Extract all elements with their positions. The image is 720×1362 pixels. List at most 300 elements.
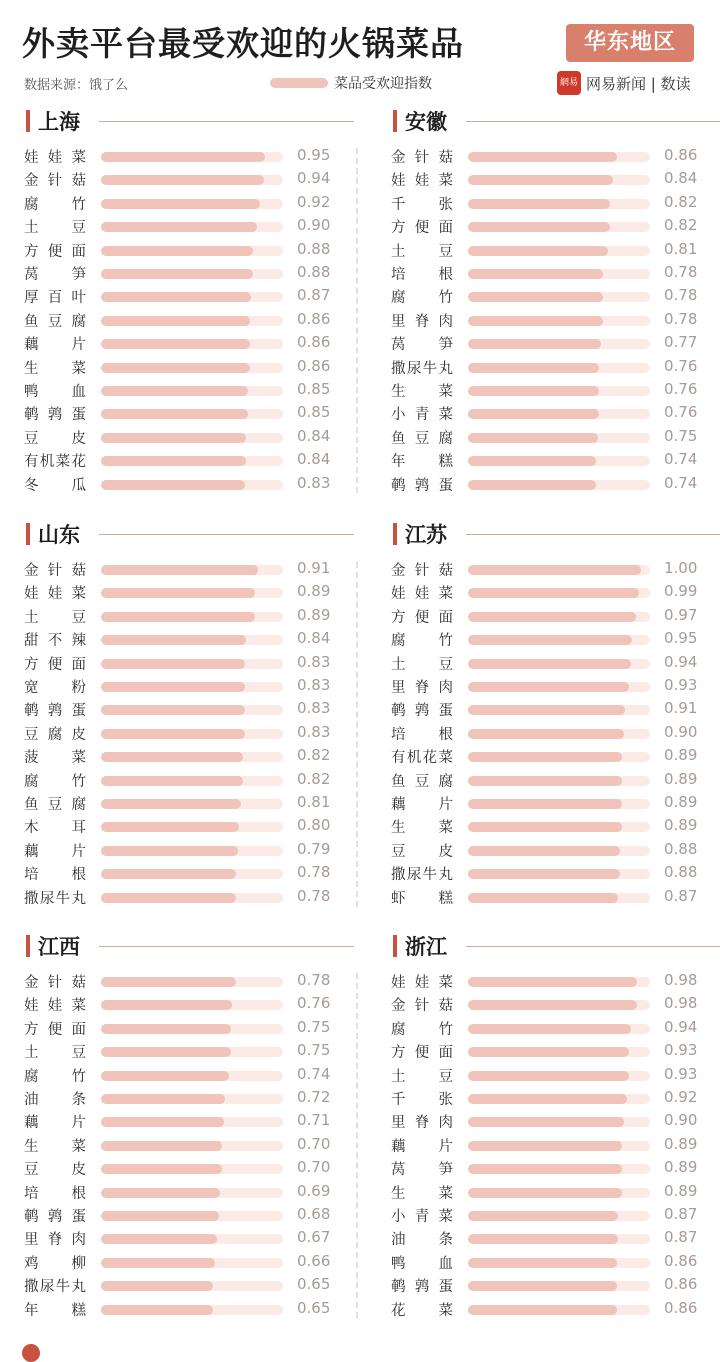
category-label: 撒尿牛丸 [24, 890, 86, 907]
value-label: 0.82 [297, 769, 331, 788]
value-label: 0.88 [297, 263, 331, 281]
bar-row [24, 557, 354, 580]
bar [468, 1141, 622, 1151]
bar-row [391, 885, 720, 908]
bar-row [24, 1180, 354, 1203]
value-label: 0.93 [664, 1064, 698, 1083]
bar-track [468, 386, 650, 396]
bar [468, 456, 596, 466]
bar-row [391, 580, 720, 603]
bar [101, 1164, 222, 1174]
bar-row [24, 1226, 354, 1249]
bar-track [101, 456, 283, 466]
category-label: 土 豆 [24, 220, 86, 237]
category-label: 鹌 鹑 蛋 [391, 477, 453, 494]
category-label: 娃 娃 菜 [24, 998, 86, 1015]
bar [468, 1024, 631, 1034]
bar-row [391, 191, 720, 214]
footer-bullet-icon [22, 1344, 40, 1362]
bar-row [24, 721, 354, 744]
bar-track [468, 1071, 650, 1081]
bar-row [391, 674, 720, 697]
category-label: 藕 片 [391, 797, 453, 813]
bar [468, 199, 610, 209]
bar [101, 292, 251, 302]
value-label: 0.83 [297, 722, 331, 741]
bar-track [101, 705, 283, 715]
bar-row [391, 214, 720, 237]
bar-track [468, 893, 650, 903]
category-label: 金 针 菇 [391, 563, 453, 579]
bar [101, 822, 239, 832]
bar-track [101, 977, 283, 987]
value-label: 0.88 [297, 239, 331, 258]
category-label: 腐 竹 [24, 196, 86, 213]
bar-track [468, 776, 650, 786]
bar [101, 846, 238, 856]
bar-row [391, 992, 720, 1015]
bar-track [468, 480, 650, 490]
category-label: 培 根 [391, 726, 453, 743]
bar-track [101, 565, 283, 575]
section-rule [99, 534, 354, 535]
bar-track [101, 1024, 283, 1034]
category-label: 里 脊 肉 [391, 680, 453, 696]
bar [468, 339, 601, 349]
category-label: 莴 笋 [24, 267, 86, 283]
bar-track [101, 1188, 283, 1198]
bar-track [468, 612, 650, 622]
value-label: 0.94 [664, 1017, 698, 1036]
bar-track [468, 1024, 650, 1034]
category-label: 藕 片 [24, 1115, 86, 1132]
category-label: 生 菜 [24, 360, 86, 377]
bar-track [101, 1258, 283, 1268]
bar-track [468, 682, 650, 692]
section-header [24, 519, 354, 547]
value-label: 0.90 [664, 1111, 698, 1130]
bar [101, 1281, 213, 1291]
category-label: 鹌 鹑 蛋 [24, 407, 86, 424]
bar-track [468, 175, 650, 185]
bar-row [391, 355, 720, 378]
bar [101, 1211, 219, 1221]
bar-row [24, 238, 354, 261]
bar [101, 869, 236, 879]
data-source: 数据来源：饿了么 [24, 78, 129, 93]
bar-track [468, 705, 650, 715]
value-label: 0.89 [664, 793, 698, 811]
value-label: 0.83 [297, 652, 331, 671]
category-label: 金 针 菇 [24, 975, 86, 991]
value-label: 0.89 [664, 769, 698, 788]
category-label: 小 青 菜 [391, 407, 453, 424]
value-label: 0.79 [297, 839, 331, 858]
bar [101, 199, 260, 209]
value-label: 0.88 [664, 839, 698, 858]
value-label: 0.76 [664, 403, 698, 422]
value-label: 0.93 [664, 1041, 698, 1060]
bar-row [391, 472, 720, 495]
value-label: 0.84 [297, 629, 331, 648]
value-label: 0.87 [297, 286, 331, 305]
category-label: 鱼 豆 腐 [391, 773, 453, 790]
bar-track [101, 1094, 283, 1104]
section-rule [99, 121, 354, 122]
value-label: 0.76 [664, 356, 698, 375]
bar [101, 635, 246, 645]
bar [101, 1071, 229, 1081]
chart-section [391, 931, 720, 1331]
bar-track [468, 977, 650, 987]
bar [468, 822, 622, 832]
value-label: 0.89 [297, 582, 331, 601]
bar-row [391, 1086, 720, 1109]
bar [468, 682, 629, 692]
value-label: 0.92 [664, 1088, 698, 1106]
bar-row [391, 1156, 720, 1179]
chart-section [391, 519, 720, 919]
bar [101, 269, 253, 279]
value-label: 0.98 [664, 994, 698, 1013]
bar [101, 1000, 232, 1010]
bar-row [391, 1273, 720, 1296]
bar-track [468, 152, 650, 162]
bar-track [101, 480, 283, 490]
category-label: 宽 粉 [24, 680, 86, 696]
bar-row [24, 472, 354, 495]
category-label: 方 便 面 [24, 656, 86, 673]
bar-row [391, 604, 720, 627]
bar-row [391, 167, 720, 190]
bar [101, 1141, 222, 1151]
category-label: 土 豆 [391, 656, 453, 673]
bar-track [101, 1047, 283, 1057]
value-label: 0.78 [664, 309, 698, 328]
bar-track [101, 1000, 283, 1010]
bar-track [468, 1047, 650, 1057]
bar-row [24, 1273, 354, 1296]
category-label: 腐 竹 [391, 1021, 453, 1038]
bar [468, 1234, 618, 1244]
bar [101, 1117, 224, 1127]
category-label: 撒尿牛丸 [391, 867, 453, 884]
bar [468, 565, 641, 575]
legend-swatch [270, 78, 328, 88]
value-label: 0.83 [297, 699, 331, 718]
value-label: 0.86 [664, 1251, 698, 1270]
bar-row [391, 791, 720, 814]
section-title: 山东 [38, 523, 80, 547]
bar [101, 752, 243, 762]
value-label: 0.84 [664, 169, 698, 188]
category-label: 年 糕 [391, 454, 453, 471]
category-label: 娃 娃 菜 [391, 586, 453, 603]
bar [468, 152, 617, 162]
category-label: 鸡 柳 [24, 1255, 86, 1272]
category-label: 鹌 鹑 蛋 [391, 1279, 453, 1296]
bar [468, 246, 608, 256]
category-label: 豆 皮 [24, 430, 86, 447]
value-label: 0.65 [297, 1275, 331, 1294]
section-header [24, 106, 354, 134]
category-label: 虾 糕 [391, 890, 453, 907]
category-label: 豆 皮 [391, 843, 453, 860]
bar-row [24, 1039, 354, 1062]
bar-row [24, 1297, 354, 1320]
bar-row [391, 651, 720, 674]
bar-row [24, 191, 354, 214]
bar-row [24, 1203, 354, 1226]
value-label: 0.99 [664, 582, 698, 601]
bar-track [101, 409, 283, 419]
bar-row [24, 401, 354, 424]
bar-row [391, 1016, 720, 1039]
section-title: 安徽 [405, 110, 447, 134]
bar [101, 409, 248, 419]
bar-row [391, 331, 720, 354]
bar-row [391, 768, 720, 791]
bar-row [391, 261, 720, 284]
category-label: 腐 竹 [24, 1068, 86, 1085]
category-label: 鱼 豆 腐 [24, 313, 86, 330]
value-label: 0.89 [664, 1158, 698, 1177]
category-label: 千 张 [391, 196, 453, 213]
bar-track [468, 635, 650, 645]
value-label: 0.70 [297, 1134, 331, 1153]
category-label: 豆 皮 [24, 1162, 86, 1179]
value-label: 0.83 [297, 676, 331, 694]
bar-track [101, 776, 283, 786]
bar-track [101, 1141, 283, 1151]
bar [101, 977, 236, 987]
section-marker [393, 523, 397, 545]
section-rule [466, 534, 720, 535]
bar [468, 846, 620, 856]
bar-row [391, 425, 720, 448]
bar [101, 1094, 225, 1104]
value-label: 0.75 [297, 1041, 331, 1060]
bar [101, 1047, 231, 1057]
bar-track [468, 269, 650, 279]
bar [468, 316, 603, 326]
value-label: 0.88 [664, 863, 698, 882]
bar-track [468, 1141, 650, 1151]
bar [101, 659, 245, 669]
bar-row [24, 448, 354, 471]
category-label: 撒尿牛丸 [391, 360, 453, 377]
bar-track [101, 822, 283, 832]
category-label: 有机花菜 [391, 750, 453, 767]
bar-row [24, 697, 354, 720]
bar-row [24, 167, 354, 190]
category-label: 娃 娃 菜 [391, 975, 453, 991]
bar [468, 776, 622, 786]
section-title: 江西 [38, 935, 80, 959]
bar-row [24, 1133, 354, 1156]
bar-track [468, 316, 650, 326]
bar-row [24, 261, 354, 284]
category-label: 方 便 面 [24, 243, 86, 260]
bar [468, 269, 603, 279]
bar-row [391, 969, 720, 992]
bar-track [101, 682, 283, 692]
bar [468, 363, 599, 373]
value-label: 0.78 [297, 886, 331, 905]
category-label: 藕 片 [391, 1138, 453, 1155]
bar [101, 386, 248, 396]
value-label: 0.91 [664, 699, 698, 718]
category-label: 腐 竹 [391, 290, 453, 307]
bar [468, 1188, 622, 1198]
bar-track [468, 199, 650, 209]
category-label: 鸭 血 [391, 1255, 453, 1272]
bar-track [101, 246, 283, 256]
category-label: 娃 娃 菜 [24, 586, 86, 603]
bar-track [101, 612, 283, 622]
region-badge: 华东地区 [566, 24, 694, 62]
bar-track [468, 1305, 650, 1315]
bar-track [101, 269, 283, 279]
bar [468, 1047, 629, 1057]
bar-track [101, 1164, 283, 1174]
bar [468, 1164, 622, 1174]
category-label: 莴 笋 [391, 1162, 453, 1179]
category-label: 培 根 [391, 267, 453, 283]
bar [468, 752, 622, 762]
category-label: 鱼 豆 腐 [391, 430, 453, 447]
bar [468, 1071, 629, 1081]
value-label: 1.00 [664, 559, 698, 577]
section-rule [466, 946, 720, 947]
value-label: 0.70 [297, 1158, 331, 1177]
bar-row [391, 1039, 720, 1062]
section-title: 江苏 [405, 523, 447, 547]
section-marker [26, 523, 30, 545]
bar [468, 1211, 618, 1221]
value-label: 0.78 [664, 263, 698, 281]
bar [101, 175, 264, 185]
bar-track [468, 1234, 650, 1244]
value-label: 0.81 [297, 793, 331, 811]
category-label: 金 针 菇 [391, 998, 453, 1015]
section-marker [26, 110, 30, 132]
bar-row [24, 1086, 354, 1109]
bar-row [391, 1203, 720, 1226]
bar-row [24, 791, 354, 814]
value-label: 0.86 [297, 309, 331, 328]
value-label: 0.75 [297, 1017, 331, 1036]
bar-track [468, 1211, 650, 1221]
section-header [24, 931, 354, 959]
value-label: 0.92 [297, 192, 331, 211]
chart-section [24, 106, 364, 506]
bar [468, 292, 603, 302]
bar-track [468, 659, 650, 669]
bar-track [468, 1258, 650, 1268]
value-label: 0.74 [664, 450, 698, 469]
bar [101, 1234, 217, 1244]
bar [468, 480, 596, 490]
bar [468, 1305, 617, 1315]
bar-row [391, 144, 720, 167]
bar [468, 175, 613, 185]
category-label: 菠 菜 [24, 750, 86, 767]
bar-track [101, 846, 283, 856]
bar-track [468, 1164, 650, 1174]
bar-track [468, 363, 650, 373]
chart-section [391, 106, 720, 506]
bar-track [468, 409, 650, 419]
category-label: 花 菜 [391, 1302, 453, 1319]
bar [101, 363, 250, 373]
bar-row [24, 580, 354, 603]
bar-row [24, 144, 354, 167]
bar [468, 977, 637, 987]
bar-track [468, 822, 650, 832]
netease-logo-icon: 網易 [557, 71, 581, 95]
value-label: 0.78 [297, 971, 331, 989]
section-rule [466, 121, 720, 122]
value-label: 0.82 [664, 192, 698, 211]
bar [101, 893, 236, 903]
bar-track [468, 565, 650, 575]
value-label: 0.72 [297, 1088, 331, 1106]
value-label: 0.84 [297, 450, 331, 469]
value-label: 0.65 [297, 1298, 331, 1317]
bar [101, 612, 255, 622]
bar-track [101, 799, 283, 809]
category-label: 油 条 [391, 1232, 453, 1249]
bar [468, 705, 625, 715]
bar-row [24, 1063, 354, 1086]
category-label: 豆 腐 皮 [24, 726, 86, 743]
value-label: 0.74 [664, 473, 698, 492]
value-label: 0.97 [664, 605, 698, 624]
bar-row [24, 814, 354, 837]
bar [101, 456, 246, 466]
value-label: 0.84 [297, 426, 331, 445]
category-label: 油 条 [24, 1092, 86, 1108]
bar-track [468, 1281, 650, 1291]
bar-row [24, 1250, 354, 1273]
category-label: 土 豆 [24, 609, 86, 626]
category-label: 培 根 [24, 1185, 86, 1202]
bar-row [391, 627, 720, 650]
chart-section [24, 519, 364, 919]
bar-row [391, 814, 720, 837]
bar-row [391, 1180, 720, 1203]
bar-track [101, 1211, 283, 1221]
value-label: 0.86 [664, 1275, 698, 1294]
bar-track [468, 456, 650, 466]
category-label: 生 菜 [391, 820, 453, 837]
category-label: 方 便 面 [391, 609, 453, 626]
bar [468, 799, 622, 809]
category-label: 土 豆 [391, 1068, 453, 1085]
category-label: 方 便 面 [391, 220, 453, 237]
bar-track [101, 659, 283, 669]
bar [101, 799, 241, 809]
category-label: 方 便 面 [24, 1021, 86, 1038]
category-label: 方 便 面 [391, 1045, 453, 1062]
bar-row [24, 992, 354, 1015]
bar-track [468, 729, 650, 739]
value-label: 0.81 [664, 239, 698, 258]
bar-track [101, 752, 283, 762]
section-header [391, 106, 720, 134]
category-label: 鸭 血 [24, 384, 86, 400]
